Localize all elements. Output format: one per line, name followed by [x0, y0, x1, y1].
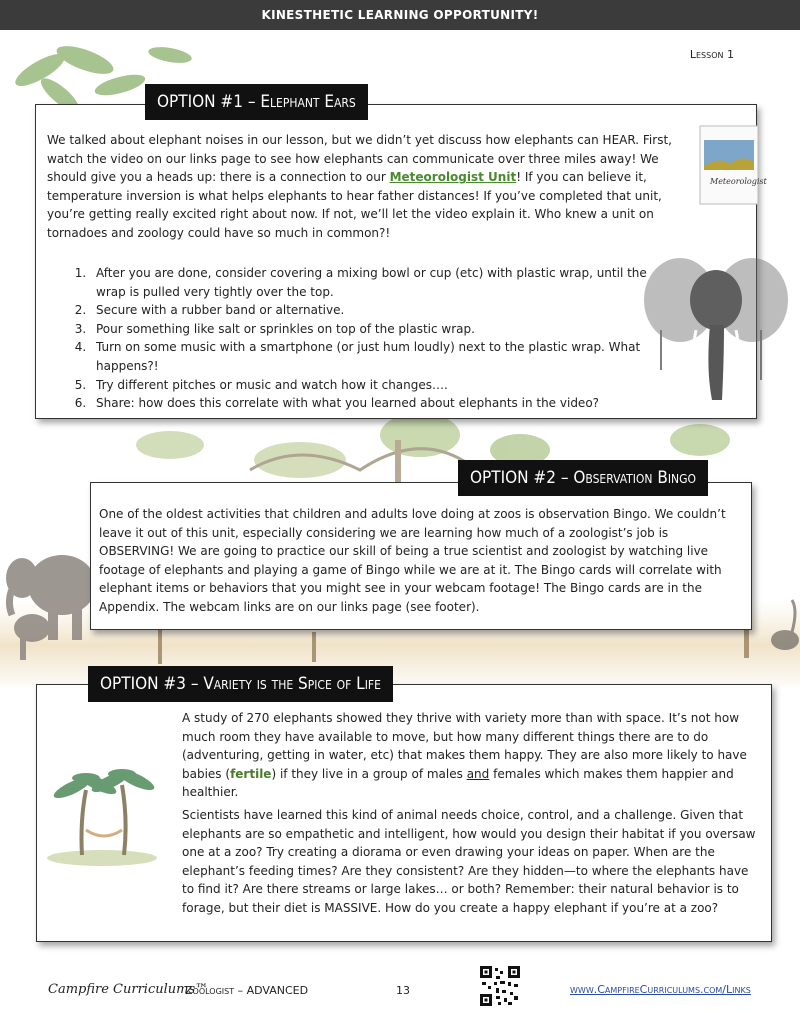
option2-title: OPTION #2 – Observation Bingo [458, 460, 708, 496]
option3-p1-end: females which makes them happier and healthier. [182, 766, 734, 800]
option2-text: One of the oldest activities that children and adults love doing at zoos is observation Bingo. We couldn’t leave it out of this unit, especially considering we are learning how much of a zoologist’s job is OBSERVING! We are going to practice our skill of being a true scientist and zoologist by watching live footage of elephants and playing a game of Bingo while we are at it. The Bingo cards will correlate with elephant items or behaviors that you might see in your webcam footage! The Bingo cards are in the Appendix. The webcam links are on our links page (see footer). [99, 507, 726, 614]
lesson-label: Lesson 1 [689, 48, 734, 61]
website-link[interactable]: www.CampfireCurriculums.com/Links [570, 983, 751, 996]
meteorologist-book-cover [700, 126, 767, 206]
option3-p1-start: A study of 270 elephants showed they thrive with variety more than with space. It’s not how much room they have available to move, but how many different things there are to do (adventuring, getting in water, etc) that makes them happy. They are also more likely to have babies ( [182, 711, 747, 781]
and-underlined: and [466, 766, 490, 781]
step-item: 2. Secure with a rubber band or alternative. [90, 301, 660, 320]
step-item: 4. Turn on some music with a smartphone (or just hum loudly) next to the plastic wrap. What happens?! [90, 338, 660, 375]
palm-trees-illustration [42, 760, 162, 870]
option1-intro [47, 131, 697, 243]
option3-paragraph-1 [182, 709, 760, 802]
option1-title: OPTION #1 – Elephant Ears [145, 84, 368, 120]
page-number: 13 [396, 984, 410, 997]
step-item: 5. Try different pitches or music and watch how it changes…. [90, 376, 660, 395]
option1-intro-end: ! If you can believe it, temperature inversion is what helps elephants to hear father distances! If you’ve completed that unit, you’re getting really excited right about now. If not, we’ll let the video explain it. Who knew a unit on tornadoes and zoology could have so much in common?! [47, 170, 662, 240]
option3-p1-middle: ) if they live in a group of males [271, 766, 467, 781]
qr-code-icon[interactable] [480, 966, 520, 1006]
step-item: 6. Share: how does this correlate with what you learned about elephants in the video? [90, 394, 660, 413]
step-item: 3. Pour something like salt or sprinkles on top of the plastic wrap. [90, 320, 660, 339]
option3-title: OPTION #3 – Variety is the Spice of Life [88, 666, 393, 702]
brand-logo: Campfire Curriculums™ [48, 982, 209, 997]
option1-intro-start: We talked about elephant noises in our lesson, but we didn’t yet discuss how elephants can HEAR. First, watch the video on our links page to see how elephants can communicate over three miles away! We should give you a heads up: there is a connection to our [47, 133, 672, 185]
step-item: 1. After you are done, consider covering a mixing bowl or cup (etc) with plastic wrap, until the wrap is pulled very tightly over the top. [90, 264, 660, 301]
fertile-term: fertile [230, 766, 272, 781]
option3-paragraph-2: Scientists have learned this kind of animal needs choice, control, and a challenge. Given that elephants are so empathetic and intelligent, how would you design their habitat if you oversaw one at a zoo? Try creating a diorama or even drawing your ideas on paper. When are the elephant’s feeding times? Are they consistent? Are they hidden—to where the elephants have to find it? Are there streams or large lakes… or both? Remember: their natural behavior is to forage, but their diet is MASSIVE. How do you create a happy elephant if you’re at a zoo? [182, 808, 756, 915]
book-title-text: Meteorologist [710, 177, 767, 186]
top-banner: KINESTHETIC LEARNING OPPORTUNITY! [0, 0, 800, 30]
elephant-watercolor-illustration [640, 250, 790, 410]
option1-steps [42, 264, 660, 413]
meteorologist-unit-link[interactable]: Meteorologist Unit [389, 170, 517, 185]
course-name: Zoologist – ADVANCED [185, 984, 309, 997]
